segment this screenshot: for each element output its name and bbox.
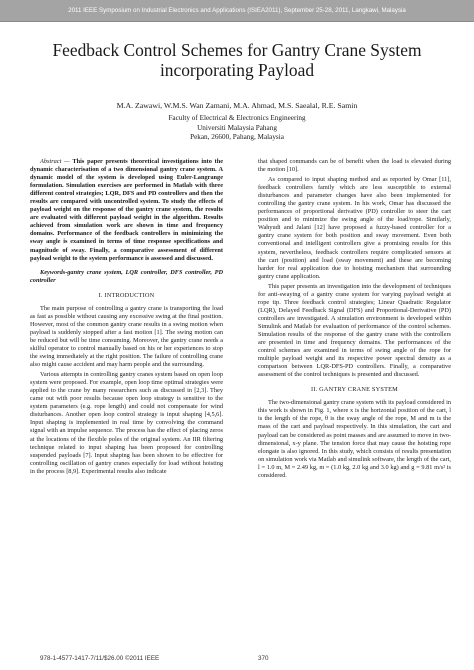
page-number: 370 [258, 655, 269, 662]
author-list: M.A. Zawawi, W.M.S. Wan Zamani, M.A. Ahmad, M.S. Saealal, R.E. Samin [116, 101, 358, 110]
keywords-paragraph: Keywords-gantry crane system, LQR controller, DFS controller, PD controller [30, 268, 223, 284]
body-paragraph: This paper presents an investigation into the development of techniques for anti-swaying of a gantry crane system for varying payload weight at rope tip. Three feedback control strategies; Linear Quadratic Regulator (LQR), Delayed Feedback Signal (DFS) and Proportional-Derivative (PD) controllers are investigated. A simulation environment is developed within Simulink and Matlab for evaluation of performance of the control schemes. Simulation results of the response of the gantry crane with the controllers are presented in time and frequency domains. The performances of the control schemes are examined in terms of swing angle of the rope for multiple payload weight and its respective power spectral density as a comparison between LQR-DFS-PD controllers. Finally, a comparative assessment of the control techniques is presented and discussed. [258, 282, 451, 379]
conference-header-bar [0, 0, 474, 22]
affiliation-line: Pekan, 26600, Pahang, Malaysia [190, 133, 284, 141]
paper-title [0, 40, 474, 80]
section-heading-introduction: I. INTRODUCTION [98, 291, 155, 299]
affiliation-block [0, 114, 474, 143]
paper-title-line-2: incorporating Payload [159, 60, 315, 80]
left-column [30, 158, 223, 476]
body-paragraph: As compared to input shaping method and as reported by Omar [11], feedback controllers family which are less susceptible to external disturbances and parameter changes have also been implemented for controlling the gantry crane system. In his work, Omar has discussed the performances of proportional derivative (PD) controller to steer the cart position and to minimize the swing angle of the load/rope. Similarly, Wahyudi and Jalani [12] have proposed a fuzzy-based controller for a gantry crane system for both position and sway movement. Even both conventional and intelligent controllers give a promising results for this system, nevertheless, feedback controllers require complicated sensors at the cart (position) and load (sway movement) and these are becoming harder for real application due to hoisting mechanism that surrounding gantry crane application. [258, 176, 451, 280]
abstract-text: This paper presents theoretical investigations into the dynamic characterisation of a two dimensional gantry crane system. A dynamic model of the system is developed using Euler-Langrange formulation. Simulation exercises are performed in Matlab with three different control strategies; LQR, DFS and PD controllers and then the results are compared with uncontrolled system. To study the effects of payload weight on the response of the gantry crane system, the results are evaluated with different payload weight in the algorithm. Results achieved from simulation work are shown in time and frequency domains. Performance of the feedback controllers in minimizing the sway angle is examined in terms of time response specifications and magnitude of sway. Finally, a comparative assessment of different payload weight to the system performance is assessed and discussed. [30, 158, 224, 262]
paper-title-line-1: Feedback Control Schemes for Gantry Crane System [52, 40, 422, 60]
footer-copyright: 978-1-4577-1417-7/11/$26.00 ©2011 IEEE [40, 655, 160, 662]
abstract-paragraph [30, 158, 223, 263]
right-column [258, 158, 451, 480]
body-paragraph: that shaped commands can be of benefit when the load is elevated during the motion [10]. [258, 158, 451, 174]
affiliation-line: Universiti Malaysia Pahang [197, 123, 277, 132]
affiliation-line: Faculty of Electrical & Electronics Engineering [168, 114, 306, 122]
body-paragraph: The main purpose of controlling a gantry crane is transporting the load as fast as possible without causing any excessive swing at the final position. However, most of the common gantry crane results in a swing motion when payload is suddenly stopped after a fast motion [1]. The swing motion can be reduced but will be time consuming. Moreover, the gantry crane needs a skilful operator to control manually based on his or her experiences to stop the swing immediately at the right position. The failure of controlling crane also might cause accident and may harm people and the surrounding. [30, 304, 223, 369]
conference-header-text: 2011 IEEE Symposium on Industrial Electronics and Applications (ISIEA2011), September 25-28, 2011, Langkawi, Malaysia [68, 7, 406, 14]
body-paragraph: Various attempts in controlling gantry cranes system based on open loop system were proposed. For example, open loop time optimal strategies were applied to the crane by many researchers such as discussed in [2,3]. They came out with poor results because open loop strategy is sensitive to the system parameters (e.g. rope length) and could not compensate for wind disturbances. Another open loop control strategy is input shaping [4,5,6]. Input shaping is implemented in real time by convolving the command signal with an impulse sequence. The process has the effect of placing zeros at the locations of the flexible poles of the original system. An IIR filtering technique related to input shaping has been proposed for controlling suspended payloads [7]. Input shaping has been shown to be effective for controlling oscillation of gantry cranes especially for load without hoisting in the process [8,9]. Experimental results also indicate [30, 371, 223, 475]
body-paragraph: The two-dimensional gantry crane system with its payload considered in this work is shown in Fig. 1, where x is the horizontal position of the cart, l is the length of the rope, θ is the sway angle of the rope, M and m is the mass of the cart and payload respectively. In this simulation, the cart and payload can be considered as point masses and are assumed to move in two-dimensional, x-y plane. The tension force that may cause the hoisting rope elongate is also ignored. In this study, which consists of results presentation on simulation work via Matlab and simulink software, the length of the cart, l = 1.0 m, M = 2.49 kg, m = (1.0 kg, 2.0 kg and 3.0 kg) and g = 9.81 m/s² is considered. [258, 399, 451, 479]
section-heading-gantry-crane-system: II. GANTRY CRANE SYSTEM [311, 386, 398, 394]
abstract-label: Abstract — [40, 158, 70, 165]
